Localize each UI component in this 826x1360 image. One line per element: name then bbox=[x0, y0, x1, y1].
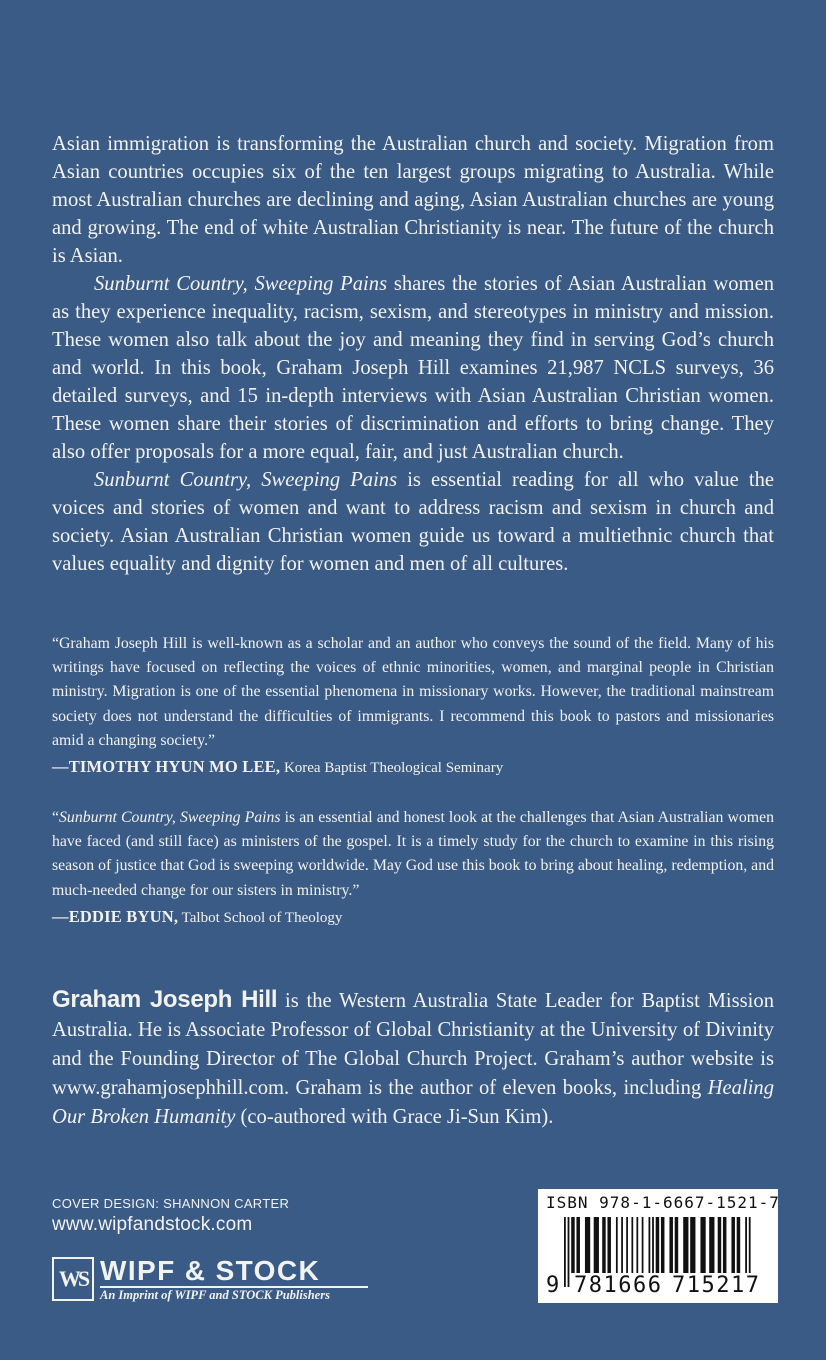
description-paragraph-1: Asian immigration is transforming the Australian church and society. Migration from Asian countries occupies six of the ten largest groups migrating to Australia. While most Australian churches are declining and aging, Asian Australian churches are young and growing. The end of white Australian Christianity is near. The future of the church is Asian. bbox=[52, 133, 774, 267]
book-title: Sunburnt Country, Sweeping Pains bbox=[59, 809, 281, 826]
barcode-bar bbox=[690, 1217, 695, 1273]
ws-logo-icon: WS bbox=[52, 1257, 94, 1301]
barcode-bar bbox=[636, 1217, 638, 1273]
book-title: Sunburnt Country, Sweeping Pains bbox=[94, 273, 388, 295]
barcode-bar bbox=[731, 1217, 735, 1273]
barcode-bar bbox=[709, 1217, 714, 1273]
book-title: Sunburnt Country, Sweeping Pains bbox=[94, 469, 398, 491]
author-book-title: Healing Our Broken Humanity bbox=[52, 1077, 774, 1128]
barcode-bar bbox=[700, 1217, 705, 1273]
cover-design-credit: COVER DESIGN: SHANNON CARTER bbox=[52, 1196, 290, 1211]
barcode-bar bbox=[656, 1217, 660, 1273]
barcode-bar bbox=[642, 1217, 644, 1273]
barcode-bar bbox=[661, 1217, 665, 1273]
book-description bbox=[52, 130, 774, 578]
description-paragraph-2: Sunburnt Country, Sweeping Pains shares the stories of Asian Australian women as they experience inequality, racism, sexism, and stereotypes in ministry and mission. These women also talk about the joy and meaning they find in serving God’s church and world. In this book, Graham Joseph Hill examines 21,987 NCLS surveys, 36 detailed surveys, and 15 in-depth interviews with Asian Australian Christian women. These women share their stories of discrimination and efforts to bring change. They also offer proposals for a more equal, fair, and just Australian church. bbox=[52, 273, 775, 463]
isbn-lead-digit: 9 bbox=[546, 1273, 561, 1298]
endorser-affiliation: Talbot School of Theology bbox=[178, 909, 343, 926]
barcode-bar bbox=[616, 1217, 618, 1273]
endorser-name: —TIMOTHY HYUN MO LEE, bbox=[52, 757, 281, 777]
endorsement-text: “Graham Joseph Hill is well-known as a scholar and an author who conveys the sound of the field. Many of his writings have focused on reflecting the voices of ethnic minorities, women, and marginal people in Christian ministry. Migration is one of the essential phenomena in missionary works. However, the traditional mainstream society does not understand the difficulties of immigrants. I recommend this book to pastors and missionaries amid a changing society.” bbox=[52, 635, 774, 749]
barcode-bar bbox=[568, 1217, 570, 1287]
isbn-barcode bbox=[538, 1189, 778, 1303]
endorser-affiliation: Korea Baptist Theological Seminary bbox=[280, 760, 504, 777]
barcode-bar bbox=[737, 1217, 741, 1273]
endorsement-attribution bbox=[52, 905, 774, 930]
barcode-bar bbox=[669, 1217, 673, 1273]
endorser-name: —EDDIE BYUN, bbox=[52, 906, 179, 926]
barcode-bar bbox=[718, 1217, 722, 1273]
cover-credits bbox=[52, 1196, 289, 1236]
publisher-website: www.wipfandstock.com bbox=[52, 1214, 253, 1235]
barcode-bar bbox=[621, 1217, 623, 1273]
endorsement-text: “Sunburnt Country, Sweeping Pains is an essential and honest look at the challenges that Asian Australian women have faced (and still face) as ministers of the gospel. It is a timely study for the church to examine in this rising season of justice that God is sweeping worldwide. May God use this book to bring about healing, redemption, and much-needed change for our sisters in ministry.” bbox=[52, 809, 774, 899]
isbn-label: ISBN 978-1-6667-1521-7 bbox=[546, 1193, 780, 1212]
isbn-digit-group-1: 781666 bbox=[574, 1273, 663, 1298]
barcode-bar bbox=[723, 1217, 727, 1273]
isbn-digit-group-2: 715217 bbox=[672, 1273, 761, 1298]
barcode-bar bbox=[576, 1217, 580, 1273]
author-bio: Graham Joseph Hill is the Western Australia State Leader for Baptist Mission Australia. He is Associate Professor of Global Christianity at the University of Divinity and the Founding Director of The Global Church Project. Graham’s author website is www.grahamjosephhill.com. Graham is the author of eleven books, including Healing Our Broken Humanity (co-authored with Grace Ji-Sun Kim). bbox=[52, 986, 775, 1128]
barcode-bar bbox=[571, 1217, 575, 1273]
publisher-logo bbox=[52, 1257, 372, 1305]
author-name: Graham Joseph Hill bbox=[52, 986, 278, 1013]
publisher-imprint: An Imprint of WIPF and STOCK Publishers bbox=[100, 1288, 330, 1302]
endorsement-1 bbox=[52, 632, 774, 780]
publisher-name: WIPF & STOCK bbox=[100, 1255, 321, 1286]
barcode-bar bbox=[683, 1217, 688, 1273]
endorsement-2 bbox=[52, 806, 774, 930]
barcode-bar bbox=[564, 1217, 566, 1287]
barcode-bar bbox=[594, 1217, 599, 1273]
endorsement-attribution bbox=[52, 755, 774, 780]
barcode-bar bbox=[607, 1217, 611, 1273]
barcode-bar bbox=[626, 1217, 628, 1273]
barcode-bar bbox=[631, 1217, 633, 1273]
barcode-bar bbox=[602, 1217, 606, 1273]
description-paragraph-3: Sunburnt Country, Sweeping Pains is essential reading for all who value the voices and stories of women and want to address racism and sexism in church and society. Asian Australian Christian women guide us toward a multiethnic church that values equality and dignity for women and men of all cultures. bbox=[52, 469, 775, 575]
barcode-bar bbox=[675, 1217, 679, 1273]
barcode-bar bbox=[585, 1217, 590, 1273]
